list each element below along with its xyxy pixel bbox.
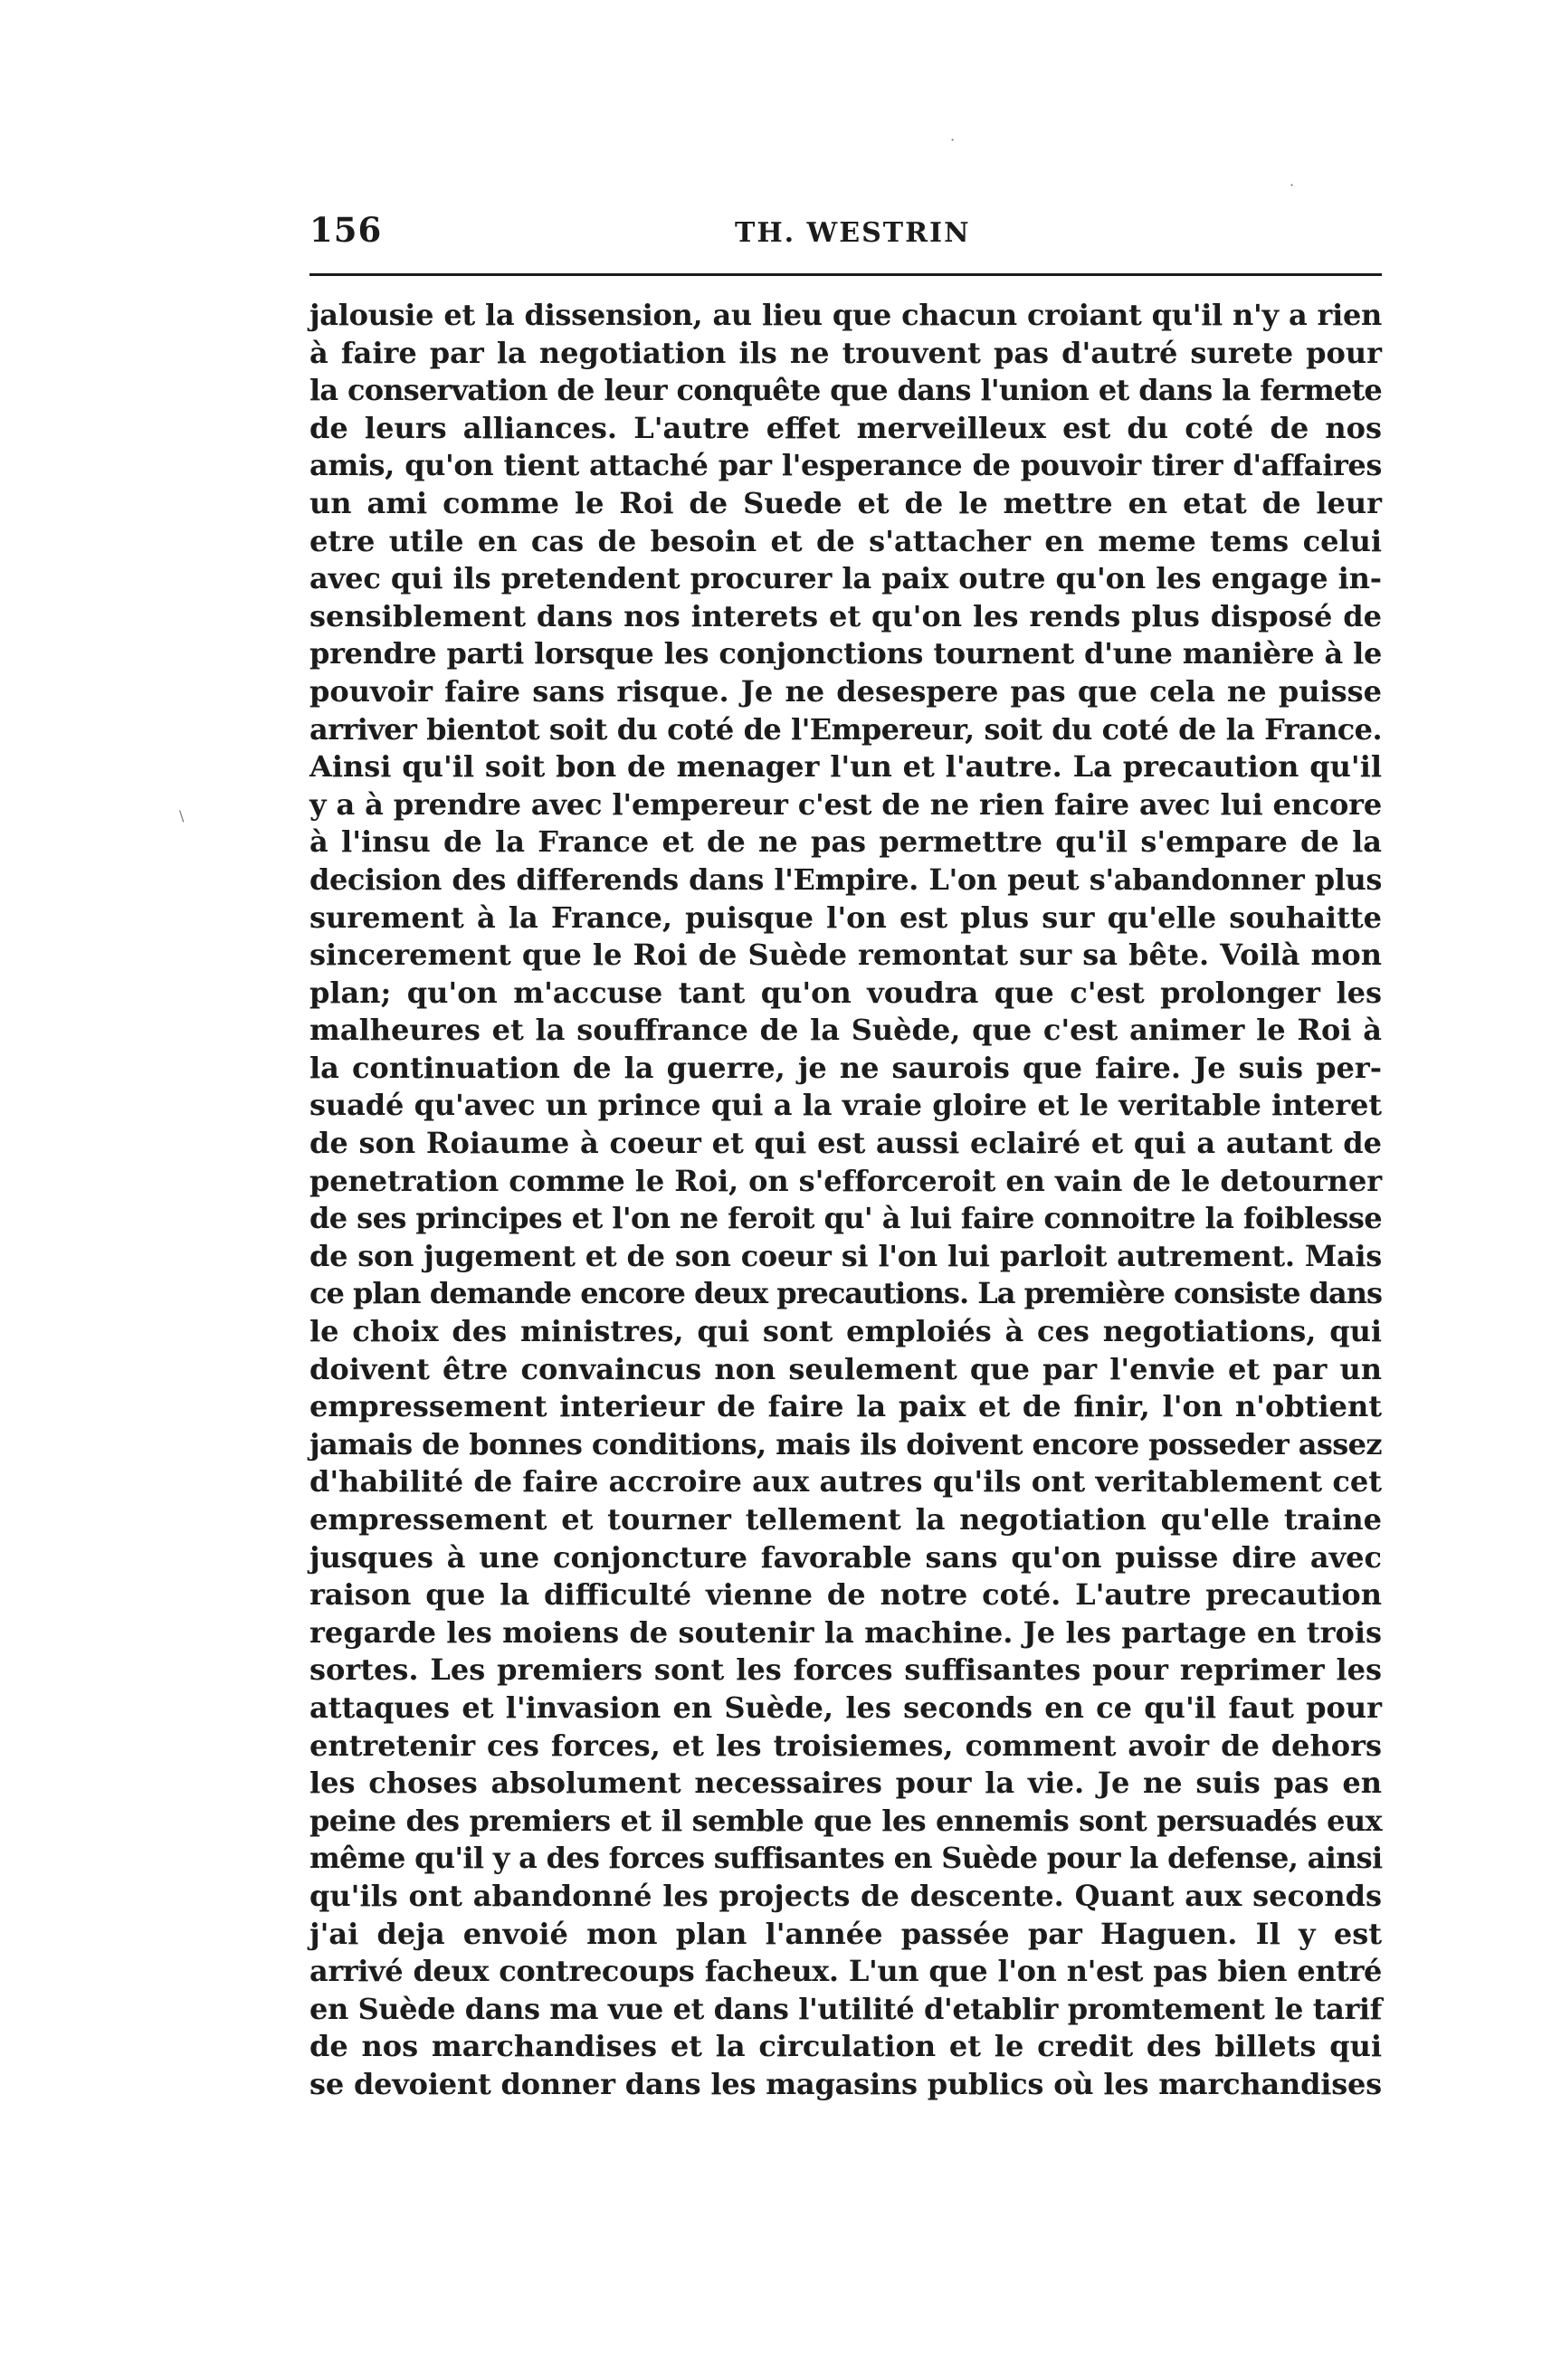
text-line: jusques à une conjoncture favorable sans qu'on puisse dire avec: [309, 1539, 1382, 1575]
text-line: arriver bientot soit du coté de l'Empereur, soit du coté de la France.: [309, 711, 1382, 747]
text-line: la continuation de la guerre, je ne saurois que faire. Je suis per-: [309, 1050, 1382, 1085]
text-line: doivent être convaincus non seulement que par l'envie et par un: [309, 1351, 1382, 1386]
text-line: même qu'il y a des forces suffisantes en Suède pour la defense, ainsi: [309, 1841, 1383, 1876]
text-line: sensiblement dans nos interets et qu'on les rends plus disposé de: [309, 598, 1382, 633]
text-line: suadé qu'avec un prince qui a la vraie gloire et le veritable interet: [309, 1088, 1382, 1123]
text-line: surement à la France, puisque l'on est plus sur qu'elle souhaitte: [309, 900, 1382, 935]
page-number: 156: [309, 210, 383, 250]
text-line: amis, qu'on tient attaché par l'esperance de pouvoir tirer d'affaires: [309, 448, 1382, 483]
text-line: à faire par la negotiation ils ne trouvent pas d'autré surete pour: [309, 335, 1382, 370]
text-line: sortes. Les premiers sont les forces suffisantes pour reprimer les: [309, 1652, 1382, 1688]
text-line: prendre parti lorsque les conjonctions tournent d'une manière à le: [309, 636, 1382, 671]
text-line: j'ai deja envoié mon plan l'année passée par Haguen. Il y est: [309, 1916, 1382, 1951]
text-line: qu'ils ont abandonné les projects de descente. Quant aux seconds: [309, 1878, 1382, 1913]
text-line: regarde les moiens de soutenir la machine. Je les partage en trois: [309, 1614, 1382, 1650]
text-line: en Suède dans ma vue et dans l'utilité d'etablir promtement le tarif: [309, 1991, 1383, 2026]
text-line: decision des differends dans l'Empire. L'on peut s'abandonner plus: [309, 862, 1382, 897]
text-line: à l'insu de la France et de ne pas permettre qu'il s'empare de la: [309, 824, 1382, 860]
text-line: malheures et la souffrance de la Suède, que c'est animer le Roi à: [309, 1013, 1382, 1048]
header-rule: [309, 273, 1382, 276]
text-line: se devoient donner dans les magasins publics où les marchandises: [309, 2066, 1382, 2101]
text-line: pouvoir faire sans risque. Je ne desespere pas que cela ne puisse: [309, 673, 1382, 709]
text-line: arrivé deux contrecoups facheux. L'un que l'on n'est pas bien entré: [309, 1954, 1382, 1989]
text-line: de son jugement et de son coeur si l'on lui parloit autrement. Mais: [309, 1238, 1382, 1273]
text-line: les choses absolument necessaires pour la vie. Je ne suis pas en: [309, 1766, 1382, 1801]
text-line: etre utile en cas de besoin et de s'attacher en meme tems celui: [309, 523, 1382, 558]
stray-dot-mark: ·: [1290, 176, 1295, 194]
text-line: la conservation de leur conquête que dans l'union et dans la fermete: [309, 373, 1382, 408]
text-line: de ses principes et l'on ne feroit qu' à lui faire connoitre la foiblesse: [309, 1201, 1382, 1236]
text-line: le choix des ministres, qui sont emploiés à ces negotiations, qui: [309, 1314, 1382, 1349]
running-title: TH. WESTRIN: [735, 217, 971, 249]
text-line: raison que la difficulté vienne de notre coté. L'autre precaution: [309, 1577, 1382, 1613]
text-line: entretenir ces forces, et les troisiemes, comment avoir de dehors: [309, 1728, 1382, 1763]
running-head: [309, 210, 1382, 264]
text-line: peine des premiers et il semble que les ennemis sont persuadés eux: [309, 1803, 1382, 1838]
text-line: y a à prendre avec l'empereur c'est de ne rien faire avec lui encore: [309, 786, 1382, 822]
body-text: [309, 297, 1382, 2104]
text-line: de leurs alliances. L'autre effet merveilleux est du coté de nos: [309, 410, 1382, 445]
text-line: de son Roiaume à coeur et qui est aussi eclairé et qui a autant de: [309, 1126, 1382, 1161]
text-line: plan; qu'on m'accuse tant qu'on voudra que c'est prolonger les: [309, 975, 1382, 1010]
text-line: attaques et l'invasion en Suède, les seconds en ce qu'il faut pour: [309, 1690, 1382, 1725]
text-line: jalousie et la dissension, au lieu que chacun croiant qu'il n'y a rien: [309, 298, 1382, 332]
text-line: Ainsi qu'il soit bon de menager l'un et l'autre. La precaution qu'il: [309, 749, 1382, 785]
text-line: un ami comme le Roi de Suede et de le mettre en etat de leur: [309, 485, 1382, 520]
text-line: de nos marchandises et la circulation et le credit des billets qui: [309, 2029, 1382, 2064]
text-line: avec qui ils pretendent procurer la paix outre qu'on les engage in-: [309, 561, 1382, 596]
text-line: empressement et tourner tellement la negotiation qu'elle traine: [309, 1502, 1382, 1537]
stray-tick-mark: \: [179, 807, 185, 824]
stray-dot-mark: ·: [950, 131, 956, 148]
text-line: empressement interieur de faire la paix et de finir, l'on n'obtient: [309, 1389, 1382, 1424]
text-line: jamais de bonnes conditions, mais ils doivent encore posseder assez: [309, 1426, 1382, 1461]
text-line: penetration comme le Roi, on s'efforceroit en vain de le detourner: [309, 1163, 1382, 1198]
text-line: ce plan demande encore deux precautions. La première consiste dans: [309, 1276, 1382, 1311]
text-line: sincerement que le Roi de Suède remontat sur sa bête. Voilà mon: [309, 938, 1382, 973]
text-line: d'habilité de faire accroire aux autres qu'ils ont veritablement cet: [309, 1464, 1382, 1499]
